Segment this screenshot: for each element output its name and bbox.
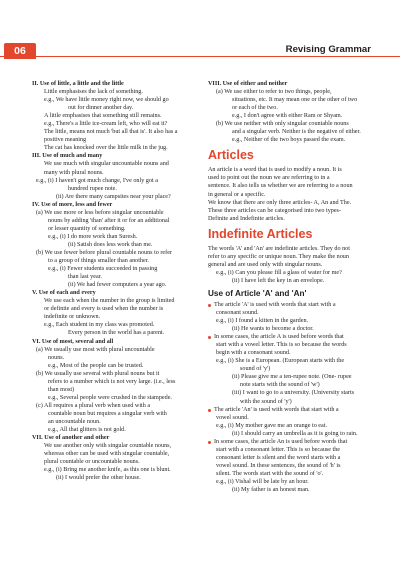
text-line: e.g., (i) My mother gave me an orange to eat.: [216, 422, 328, 429]
rule-heading: VIII. Use of either and neither: [208, 81, 288, 87]
text-line: start with a vowel letter. This is so because the words: [216, 342, 347, 349]
bullet-line: In some cases, the article An is used before words that: [208, 438, 380, 446]
text-line: (ii) I would prefer the other house.: [56, 475, 141, 482]
text-line: (ii) He wants to become a doctor.: [232, 326, 314, 333]
text-line: or definite and every is used when the number is: [44, 306, 164, 313]
text-line: e.g., (i) Fewer students succeeded in passing: [48, 266, 158, 273]
text-line: refer to any specific or unique noun. They make the noun: [208, 253, 349, 260]
text-line: e.g., (i) Vishal will be late by an hour.: [216, 478, 309, 485]
text-line: out for dinner another day.: [68, 105, 134, 112]
text-line: An article is a word that is used to modify a noun. It is: [208, 167, 342, 174]
text-line: Definite and Indefinite articles.: [208, 215, 285, 222]
subsection-heading: Use of Article 'A' and 'An': [208, 288, 307, 298]
text-line: nouns.: [48, 354, 65, 361]
rule-heading: III. Use of much and many: [32, 153, 103, 160]
text-line: (ii) I have left the key in an envelope.: [232, 277, 325, 284]
text-line: e.g., (i) I haven't got much change, I've only got a: [36, 177, 158, 184]
text-line: (ii) We had fewer computers a year ago.: [68, 282, 167, 289]
rule-heading: VII. Use of another and other: [32, 435, 110, 442]
text-line: sentence. It also tells us whether we are referring to a noun: [208, 183, 353, 190]
text-line: (ii) Satish does less work than me.: [68, 241, 153, 248]
text-line: than most): [48, 386, 75, 393]
text-line: hundred rupee note.: [68, 185, 117, 192]
text-line: e.g., Neither of the two boys passed the exam.: [232, 137, 346, 144]
text-line: than last year.: [68, 274, 102, 281]
text-line: (ii) Please give me a ten-rupee note. (One- rupee: [232, 374, 352, 381]
text-line: note starts with the sound of 'w'): [240, 382, 320, 389]
text-line: (a) We use either to refer to two things, people,: [216, 89, 332, 96]
text-line: (ii) I should carry an umbrella as it is going to rain.: [232, 430, 358, 437]
rule-heading: IV. Use of more, less and fewer: [32, 201, 113, 208]
rule-heading: II. Use of little, a little and the little: [32, 81, 124, 87]
text-line: e.g., There's a little ice-cream left, who will eat it?: [44, 121, 168, 128]
right-column: [208, 80, 380, 494]
text-line: (b) We usually use several with plural nouns but it: [36, 370, 160, 377]
text-line: whereas other can be used with singular countable,: [44, 451, 170, 458]
text-line: used to point out the noun we are referring to in a: [208, 175, 330, 182]
text-line: e.g., Several people were crushed in the stampede.: [48, 394, 172, 401]
running-header-title: Revising Grammar: [285, 44, 371, 55]
text-line: (b) We use neither with only singular countable nouns: [216, 121, 349, 128]
header-rule: [0, 56, 400, 57]
text-line: e.g., I don't agree with either Ram or Shyam.: [232, 113, 343, 120]
text-line: and a singular verb. Neither is the negative of either.: [232, 129, 361, 136]
text-line: many with plural nouns.: [44, 169, 104, 176]
text-line: start with a consonant letter. This is so because the: [216, 446, 341, 453]
text-line: (ii) My father is an honest man.: [232, 487, 310, 494]
text-line: e.g., Each student in my class was promoted.: [44, 322, 155, 329]
text-line: countable noun but requires a singular verb with: [48, 410, 167, 417]
text-line: (c) All requires a plural verb when used with a: [36, 402, 151, 409]
text-line: (ii) Are there many campsites near your place?: [56, 193, 171, 200]
rule-heading: V. Use of each and every: [32, 290, 96, 297]
text-line: in general or a specific.: [208, 191, 266, 198]
text-line: e.g., (i) Bring me another knife, as this one is blunt.: [44, 467, 171, 474]
text-line: We know that there are only three articles- A, An and The.: [208, 199, 352, 206]
text-line: or each of the two.: [232, 105, 278, 112]
text-line: Little emphasises the lack of something.: [44, 89, 143, 96]
section-heading: Articles: [208, 148, 254, 163]
rule-heading: VI. Use of most, several and all: [32, 338, 114, 345]
text-line: consonant letter is silent and the word starts with a: [216, 454, 341, 461]
text-line: (iii) I want to go to a university. (University starts: [232, 390, 355, 397]
text-line: general and are used only with singular nouns.: [208, 261, 323, 268]
text-line: We use another only with singular countable nouns,: [44, 443, 172, 450]
bullet-line: In some cases, the article A is used before words that: [208, 333, 380, 341]
text-line: (a) We usually use most with plural uncountable: [36, 346, 155, 353]
text-line: e.g., (i) Can you please fill a glass of water for me?: [216, 269, 342, 276]
text-line: e.g., (i) She is a European. (European starts with the: [216, 358, 345, 365]
text-line: (b) We use fewer before plural countable nouns to refer: [36, 249, 172, 256]
text-line: vowel sound. In these sentences, the sound of 'h' is: [216, 462, 341, 469]
text-line: vowel sound.: [216, 414, 249, 421]
text-line: to a group of things smaller than another.: [48, 258, 149, 265]
text-line: e.g., All that glitters is not gold.: [48, 427, 126, 434]
left-column: [24, 80, 197, 482]
text-line: consonant sound.: [216, 309, 259, 316]
text-line: e.g., (i) I do more work than Suresh.: [48, 233, 138, 240]
text-line: e.g., We have little money right now, we should go: [44, 97, 169, 104]
text-line: We use each when the number in the group is limited: [44, 298, 175, 305]
text-line: e.g., (i) I found a kitten in the garden.: [216, 318, 309, 325]
text-line: e.g., Most of the people can be trusted.: [48, 362, 144, 369]
text-line: plural countable or uncountable nouns.: [44, 459, 140, 466]
text-line: We use much with singular uncountable nouns and: [44, 161, 169, 168]
text-line: (a) We use more or less before singular uncountable: [36, 209, 164, 216]
text-line: or lesser quantity of something.: [48, 225, 126, 232]
bullet-line: The article 'An' is used with words that start with a: [208, 406, 380, 414]
text-line: The words 'A' and 'An' are indefinite articles. They do not: [208, 245, 350, 252]
text-line: indefinite or unknown.: [44, 314, 101, 321]
page-number-badge: 06: [4, 43, 36, 59]
text-line: Every person in the world has a parent.: [68, 330, 165, 337]
text-line: The little, means not much 'but all that is'. It also has a: [44, 129, 178, 136]
text-line: These three articles can be categorised into two types-: [208, 207, 341, 214]
text-line: positive meaning: [44, 137, 87, 144]
text-line: sound of 'y'): [240, 366, 271, 373]
text-line: begin with a consonant sound.: [216, 350, 291, 357]
text-line: silent. The words start with the sound of 'o'.: [216, 470, 324, 477]
text-line: an uncountable noun.: [48, 418, 101, 425]
text-line: situations, etc. It may mean one or the other of two: [232, 97, 358, 104]
section-heading: Indefinite Articles: [208, 226, 313, 241]
text-line: refers to a number which is not very large. (i.e., less: [48, 378, 176, 385]
text-line: with the sound of 'y'): [240, 398, 292, 405]
bullet-line: The article 'A' is used with words that start with a: [208, 301, 380, 309]
text-line: nouns by adding 'than' after it or for an additional: [48, 217, 170, 224]
text-line: The cat has knocked over the little milk in the jug.: [44, 145, 168, 152]
text-line: A little emphasises that something still remains.: [44, 113, 162, 120]
